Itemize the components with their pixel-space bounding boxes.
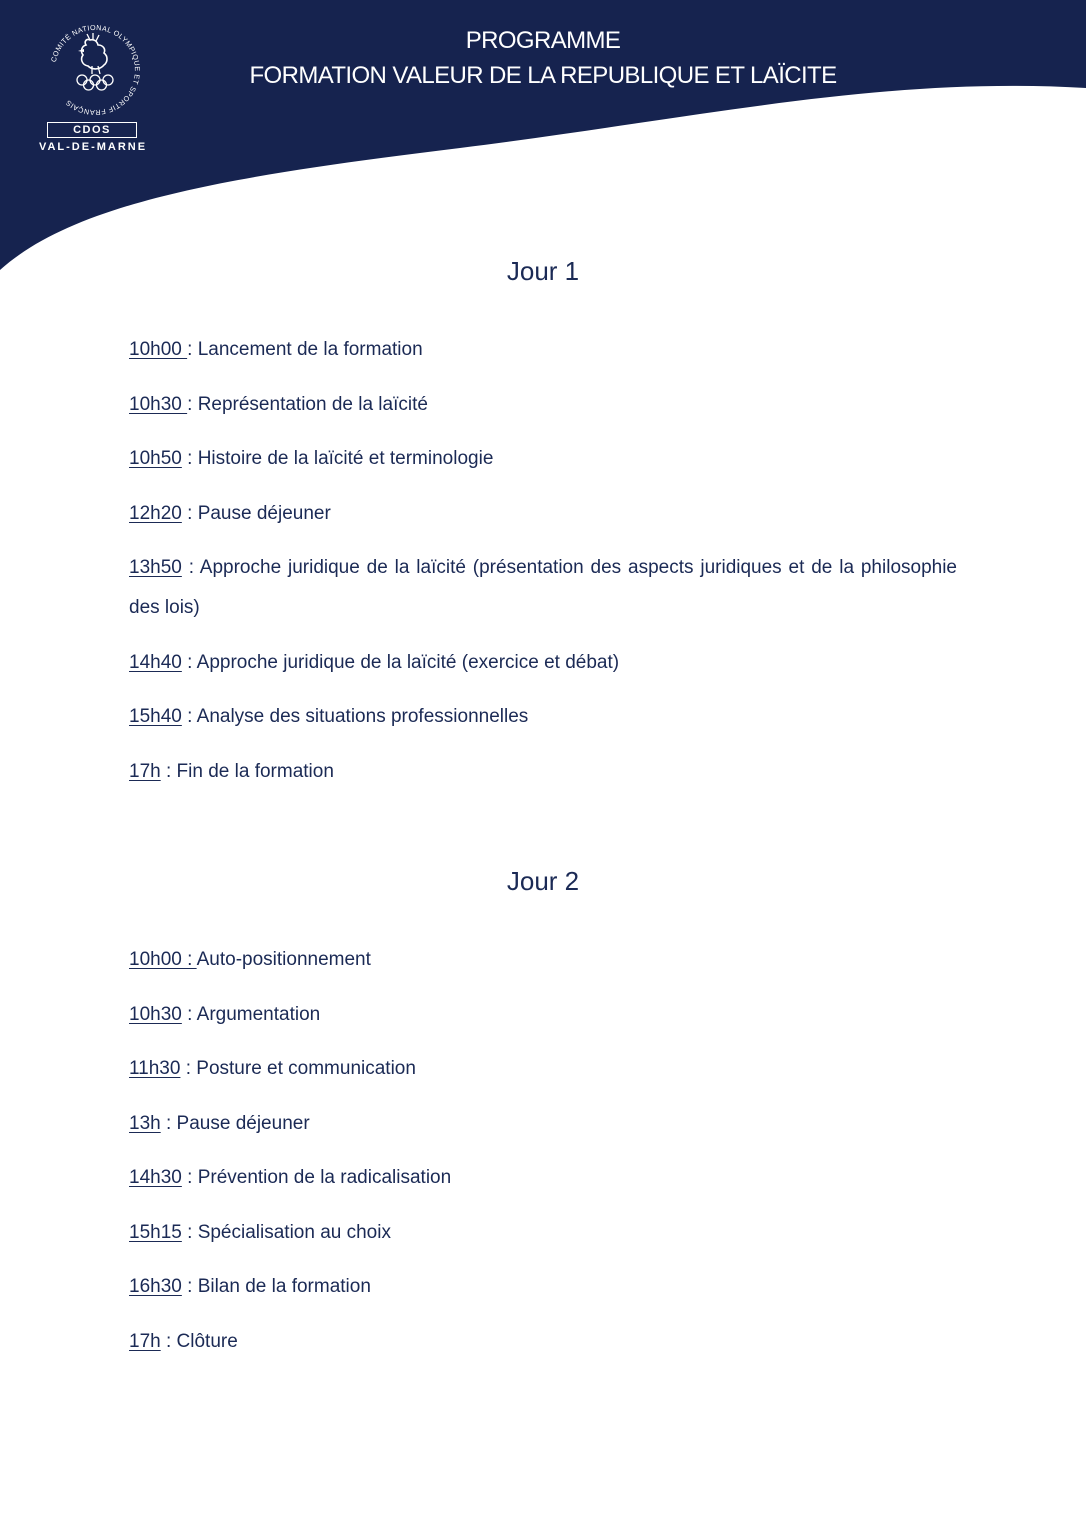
day2-schedule (129, 940, 957, 1376)
schedule-separator: : (181, 1276, 198, 1297)
schedule-separator: : (181, 1003, 197, 1025)
schedule-label: Auto-positionnement (196, 949, 371, 970)
day1-heading: Jour 1 (506, 256, 580, 286)
schedule-item (129, 1158, 957, 1198)
schedule-item (129, 1104, 957, 1144)
schedule-item (129, 752, 957, 792)
schedule-item (129, 1049, 957, 1089)
schedule-time: 10h00 : (129, 949, 197, 970)
schedule-time: 10h50 (129, 448, 182, 469)
day2-heading: Jour 2 (506, 866, 580, 896)
schedule-separator: : (160, 1330, 177, 1352)
schedule-separator: : (187, 393, 198, 415)
schedule-item (129, 940, 957, 980)
schedule-label: Pause déjeuner (197, 502, 331, 524)
schedule-separator: : (181, 1167, 198, 1188)
schedule-label: Lancement de la formation (197, 339, 423, 360)
schedule-time: 16h30 (129, 1276, 182, 1297)
schedule-item (129, 1267, 957, 1307)
schedule-item (129, 330, 957, 370)
page-title: PROGRAMME (465, 27, 621, 54)
schedule-label: Approche juridique de la laïcité (exercice et débat) (196, 651, 620, 673)
schedule-time: 13h (129, 1112, 161, 1134)
schedule-label: Bilan de la formation (197, 1276, 371, 1297)
schedule-separator: : (181, 706, 197, 727)
schedule-item (129, 697, 957, 737)
schedule-label: Spécialisation au choix (197, 1221, 391, 1243)
schedule-item (129, 439, 957, 479)
schedule-separator: : (181, 502, 198, 524)
schedule-label: Argumentation (196, 1003, 321, 1025)
schedule-item (129, 995, 957, 1035)
schedule-time: 14h30 (129, 1167, 182, 1188)
schedule-separator: : (181, 1221, 198, 1243)
schedule-time: 12h20 (129, 502, 182, 524)
logo-ring-text: COMITÉ NATIONAL OLYMPIQUE ET SPORTIF FRANÇAIS (48, 22, 143, 118)
schedule-separator: : (181, 651, 197, 673)
schedule-time: 17h (129, 760, 161, 782)
schedule-item (129, 1322, 957, 1362)
schedule-time: 10h30 (129, 393, 188, 415)
schedule-separator: : (180, 1058, 197, 1079)
day1-schedule (129, 330, 957, 806)
schedule-item (129, 1213, 957, 1253)
logo-badge: CDOS (47, 122, 137, 138)
schedule-label: Histoire de la laïcité et terminologie (197, 448, 494, 469)
schedule-time: 11h30 (129, 1058, 181, 1079)
schedule-item (129, 385, 957, 425)
schedule-time: 14h40 (129, 651, 182, 673)
schedule-label: Représentation de la laïcité (197, 393, 428, 415)
schedule-label: Pause déjeuner (176, 1112, 310, 1134)
schedule-item (129, 548, 957, 628)
schedule-label: Fin de la formation (176, 760, 334, 782)
schedule-label: Posture et communication (196, 1058, 416, 1079)
schedule-time: 10h00 (129, 339, 188, 360)
schedule-label: Analyse des situations professionnelles (196, 706, 529, 727)
schedule-separator: : (160, 1112, 177, 1134)
schedule-separator: : (181, 557, 200, 578)
schedule-label: Prévention de la radicalisation (197, 1167, 452, 1188)
schedule-separator: : (160, 760, 177, 782)
schedule-time: 10h30 (129, 1003, 182, 1025)
schedule-label: Clôture (176, 1330, 238, 1352)
schedule-time: 17h (129, 1330, 161, 1352)
logo-department: VAL-DE-MARNE (38, 141, 148, 153)
schedule-time: 13h50 (129, 557, 182, 578)
schedule-label: Approche juridique de la laïcité (présentation des aspects juridiques et de la philosophie des lois) (129, 557, 957, 618)
schedule-item (129, 643, 957, 683)
schedule-separator: : (181, 448, 198, 469)
schedule-time: 15h40 (129, 706, 182, 727)
page-subtitle: FORMATION VALEUR DE LA REPUBLIQUE ET LAÏCITE (249, 62, 837, 89)
schedule-separator: : (187, 339, 198, 360)
schedule-time: 15h15 (129, 1221, 182, 1243)
schedule-item (129, 494, 957, 534)
